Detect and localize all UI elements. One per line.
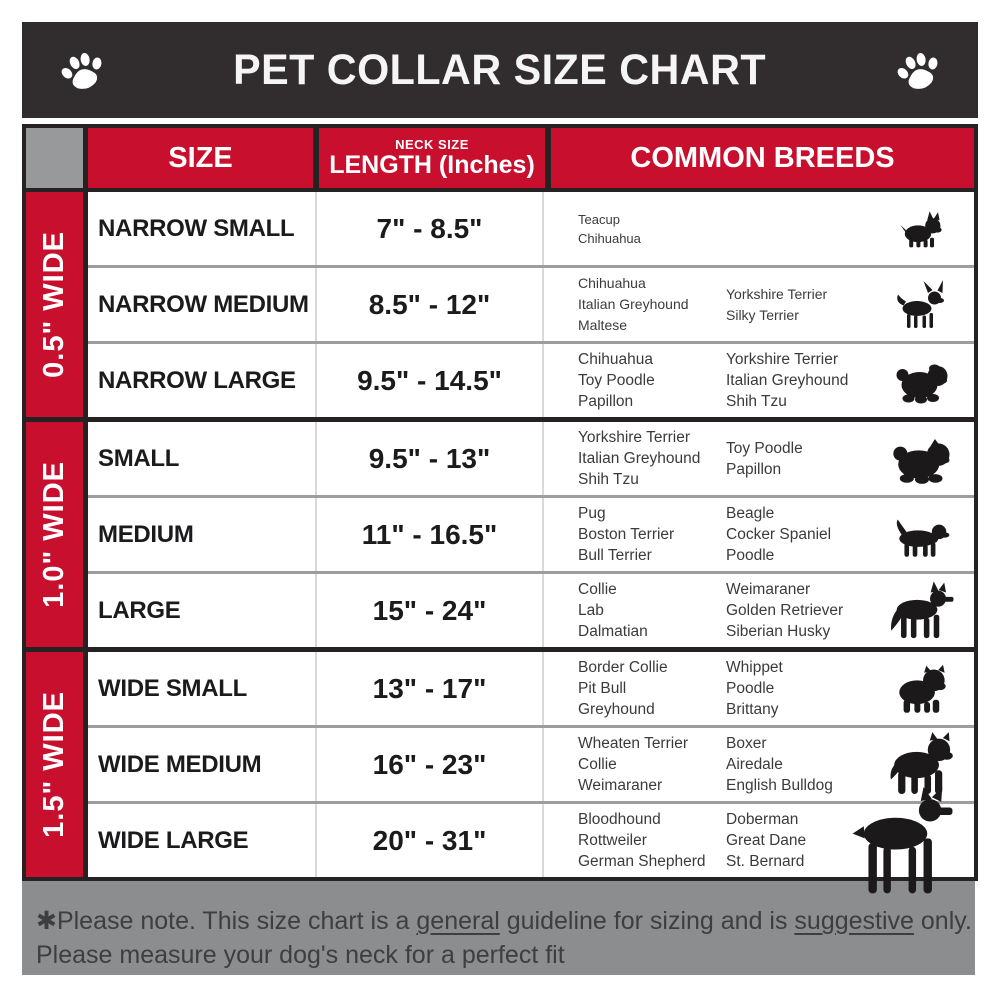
breed-name: Pit Bull: [578, 680, 627, 697]
breed-name: Silky Terrier: [726, 306, 799, 323]
header-neck-size-label: NECK SIZE: [395, 137, 469, 152]
breed-name: Wheaten Terrier: [578, 735, 688, 752]
breed-name: Poodle: [726, 547, 775, 564]
breed-name: Whippet: [726, 659, 783, 676]
breed-name: German Shepherd: [578, 853, 706, 870]
neck-length-cell: 15" - 24": [315, 574, 544, 647]
breed-name: Poodle: [726, 680, 775, 697]
breed-name: Boxer: [726, 735, 767, 752]
neck-length-cell: 9.5" - 14.5": [315, 344, 544, 417]
size-cell: NARROW SMALL: [98, 214, 295, 242]
size-cell: NARROW LARGE: [98, 366, 296, 394]
breed-name: Siberian Husky: [726, 623, 831, 640]
header-size: [88, 128, 313, 188]
breed-icon-slot: [870, 356, 974, 406]
table-row: [88, 571, 974, 647]
table-row: [88, 495, 974, 571]
breed-list: [726, 349, 870, 412]
breed-name: Pug: [578, 505, 606, 522]
breed-list: [726, 438, 870, 480]
width-group-0.5: [26, 192, 974, 417]
size-cell: WIDE SMALL: [98, 674, 247, 702]
breed-name: Beagle: [726, 505, 775, 522]
footer-text: only.: [913, 907, 972, 935]
shih-tzu-icon: [892, 356, 952, 406]
width-group-bar: [26, 652, 83, 877]
neck-length-cell: 11" - 16.5": [315, 498, 544, 571]
header-neck-length: [319, 128, 545, 188]
size-cell: SMALL: [98, 444, 180, 472]
breed-name: Bull Terrier: [578, 547, 652, 564]
breed-name: English Bulldog: [726, 777, 833, 794]
table-row: [88, 192, 974, 265]
breed-list: [726, 503, 870, 566]
breeds-cell: [544, 422, 974, 495]
footer-text: ✱Please note. This size chart is a: [36, 907, 417, 935]
neck-length-cell: 8.5" - 12": [315, 268, 544, 341]
breed-name: Italian Greyhound: [726, 372, 849, 389]
breed-list: [578, 657, 726, 720]
breed-name: Shih Tzu: [578, 471, 639, 488]
page-title: PET COLLAR SIZE CHART: [233, 45, 767, 94]
breed-name: St. Bernard: [726, 853, 805, 870]
bulldog-icon: [890, 662, 955, 716]
width-group-bar: [26, 192, 83, 417]
breeds-cell: [544, 804, 974, 877]
breed-icon-slot: [870, 280, 974, 330]
size-cell: WIDE LARGE: [98, 826, 249, 854]
table-row: [88, 341, 974, 417]
size-cell: LARGE: [98, 596, 181, 624]
breed-name: Weimaraner: [726, 581, 811, 598]
footer-note: [22, 881, 975, 975]
width-group-label: 0.5" WIDE: [38, 231, 70, 378]
breed-list: [578, 349, 726, 412]
breed-name: Dalmatian: [578, 623, 648, 640]
size-cell: NARROW MEDIUM: [98, 290, 309, 318]
size-cell: MEDIUM: [98, 520, 194, 548]
doberman-icon: [836, 787, 970, 899]
breed-list: [578, 733, 726, 796]
breed-list: [578, 210, 726, 248]
breed-name: Great Dane: [726, 832, 807, 849]
breed-icon-slot: [870, 209, 974, 249]
breed-name: Greyhound: [578, 701, 655, 718]
breed-name: Chihuahua: [578, 275, 646, 291]
breeds-cell: [544, 268, 974, 341]
group-rows: [88, 192, 974, 417]
breed-list: [578, 809, 726, 872]
breed-name: Papillon: [726, 460, 782, 478]
header-length-label: LENGTH (Inches): [329, 151, 535, 179]
breed-name: Rottweiler: [578, 832, 647, 849]
breed-name: Yorkshire Terrier: [726, 285, 828, 302]
width-group-1.5: [26, 652, 974, 877]
header-common-breeds: [551, 128, 974, 188]
breeds-cell: [544, 652, 974, 725]
group-rows: [88, 652, 974, 877]
header-breeds-label: COMMON BREEDS: [630, 141, 895, 174]
header-size-label: SIZE: [168, 141, 233, 174]
breed-icon-slot: [870, 662, 974, 716]
title-bar: [22, 22, 978, 118]
breed-name: Toy Poodle: [726, 439, 803, 457]
pekingese-icon: [890, 432, 955, 486]
yorkshire-terrier-icon: [898, 209, 946, 249]
breed-name: Toy Poodle: [578, 372, 655, 389]
header-corner-cell: [26, 128, 83, 188]
breed-list: [726, 284, 870, 326]
width-group-label: 1.5" WIDE: [38, 691, 70, 838]
breed-name: Airedale: [726, 756, 783, 773]
footer-note-line1: [36, 904, 975, 938]
breed-name: Teacup: [578, 211, 620, 227]
breed-name: Lab: [578, 602, 604, 619]
breed-name: Maltese: [578, 317, 628, 333]
chihuahua-icon: [892, 280, 952, 330]
breed-list: [726, 579, 870, 642]
breed-name: Collie: [578, 581, 617, 598]
breed-name: Brittany: [726, 701, 779, 718]
width-group-1.0: [26, 422, 974, 647]
beagle-icon: [891, 509, 953, 561]
german-shepherd-icon: [885, 580, 959, 642]
paw-icon: [892, 46, 944, 96]
breed-name: Yorkshire Terrier: [578, 429, 690, 446]
breed-name: Bloodhound: [578, 811, 661, 828]
breed-name: Papillon: [578, 393, 634, 410]
footer-text: guideline for sizing and is: [499, 907, 795, 935]
breed-list: [578, 273, 726, 336]
table-row: [88, 801, 974, 877]
paw-icon: [56, 46, 108, 96]
breed-icon-slot: [870, 432, 974, 486]
breed-name: Chihuahua: [578, 230, 641, 246]
group-rows: [88, 422, 974, 647]
neck-length-cell: 7" - 8.5": [315, 192, 544, 265]
neck-length-cell: 20" - 31": [315, 804, 544, 877]
breeds-cell: [544, 574, 974, 647]
breed-list: [578, 427, 726, 490]
width-group-bar: [26, 422, 83, 647]
breed-name: Boston Terrier: [578, 526, 675, 543]
table-header-row: [26, 128, 974, 188]
breed-name: Italian Greyhound: [578, 450, 701, 467]
breeds-cell: [544, 498, 974, 571]
breed-name: Cocker Spaniel: [726, 526, 832, 543]
table-row: [88, 422, 974, 495]
breed-name: Collie: [578, 756, 617, 773]
breed-icon-slot: [870, 580, 974, 642]
breeds-cell: [544, 344, 974, 417]
breed-name: Yorkshire Terrier: [726, 351, 838, 368]
breed-list: [578, 503, 726, 566]
footer-underlined-word: general: [416, 907, 500, 935]
footer-underlined-word: suggestive: [794, 907, 914, 935]
breed-list: [578, 579, 726, 642]
breed-name: Doberman: [726, 811, 799, 828]
neck-length-cell: 13" - 17": [315, 652, 544, 725]
breed-name: Weimaraner: [578, 777, 663, 794]
breed-list: [726, 657, 870, 720]
breed-icon-slot: [870, 509, 974, 561]
breed-name: Chihuahua: [578, 351, 653, 368]
table-row: [88, 652, 974, 725]
size-chart-table: [22, 124, 978, 881]
breed-name: Italian Greyhound: [578, 296, 689, 312]
breed-name: Golden Retriever: [726, 602, 844, 619]
size-cell: WIDE MEDIUM: [98, 750, 262, 778]
breed-name: Shih Tzu: [726, 393, 787, 410]
neck-length-cell: 9.5" - 13": [315, 422, 544, 495]
breed-name: Border Collie: [578, 659, 668, 676]
neck-length-cell: 16" - 23": [315, 728, 544, 801]
width-group-label: 1.0" WIDE: [38, 461, 70, 608]
table-body: [26, 192, 974, 877]
table-row: [88, 265, 974, 341]
breeds-cell: [544, 192, 974, 265]
footer-note-line2: Please measure your dog's neck for a perfect fit: [36, 941, 565, 969]
